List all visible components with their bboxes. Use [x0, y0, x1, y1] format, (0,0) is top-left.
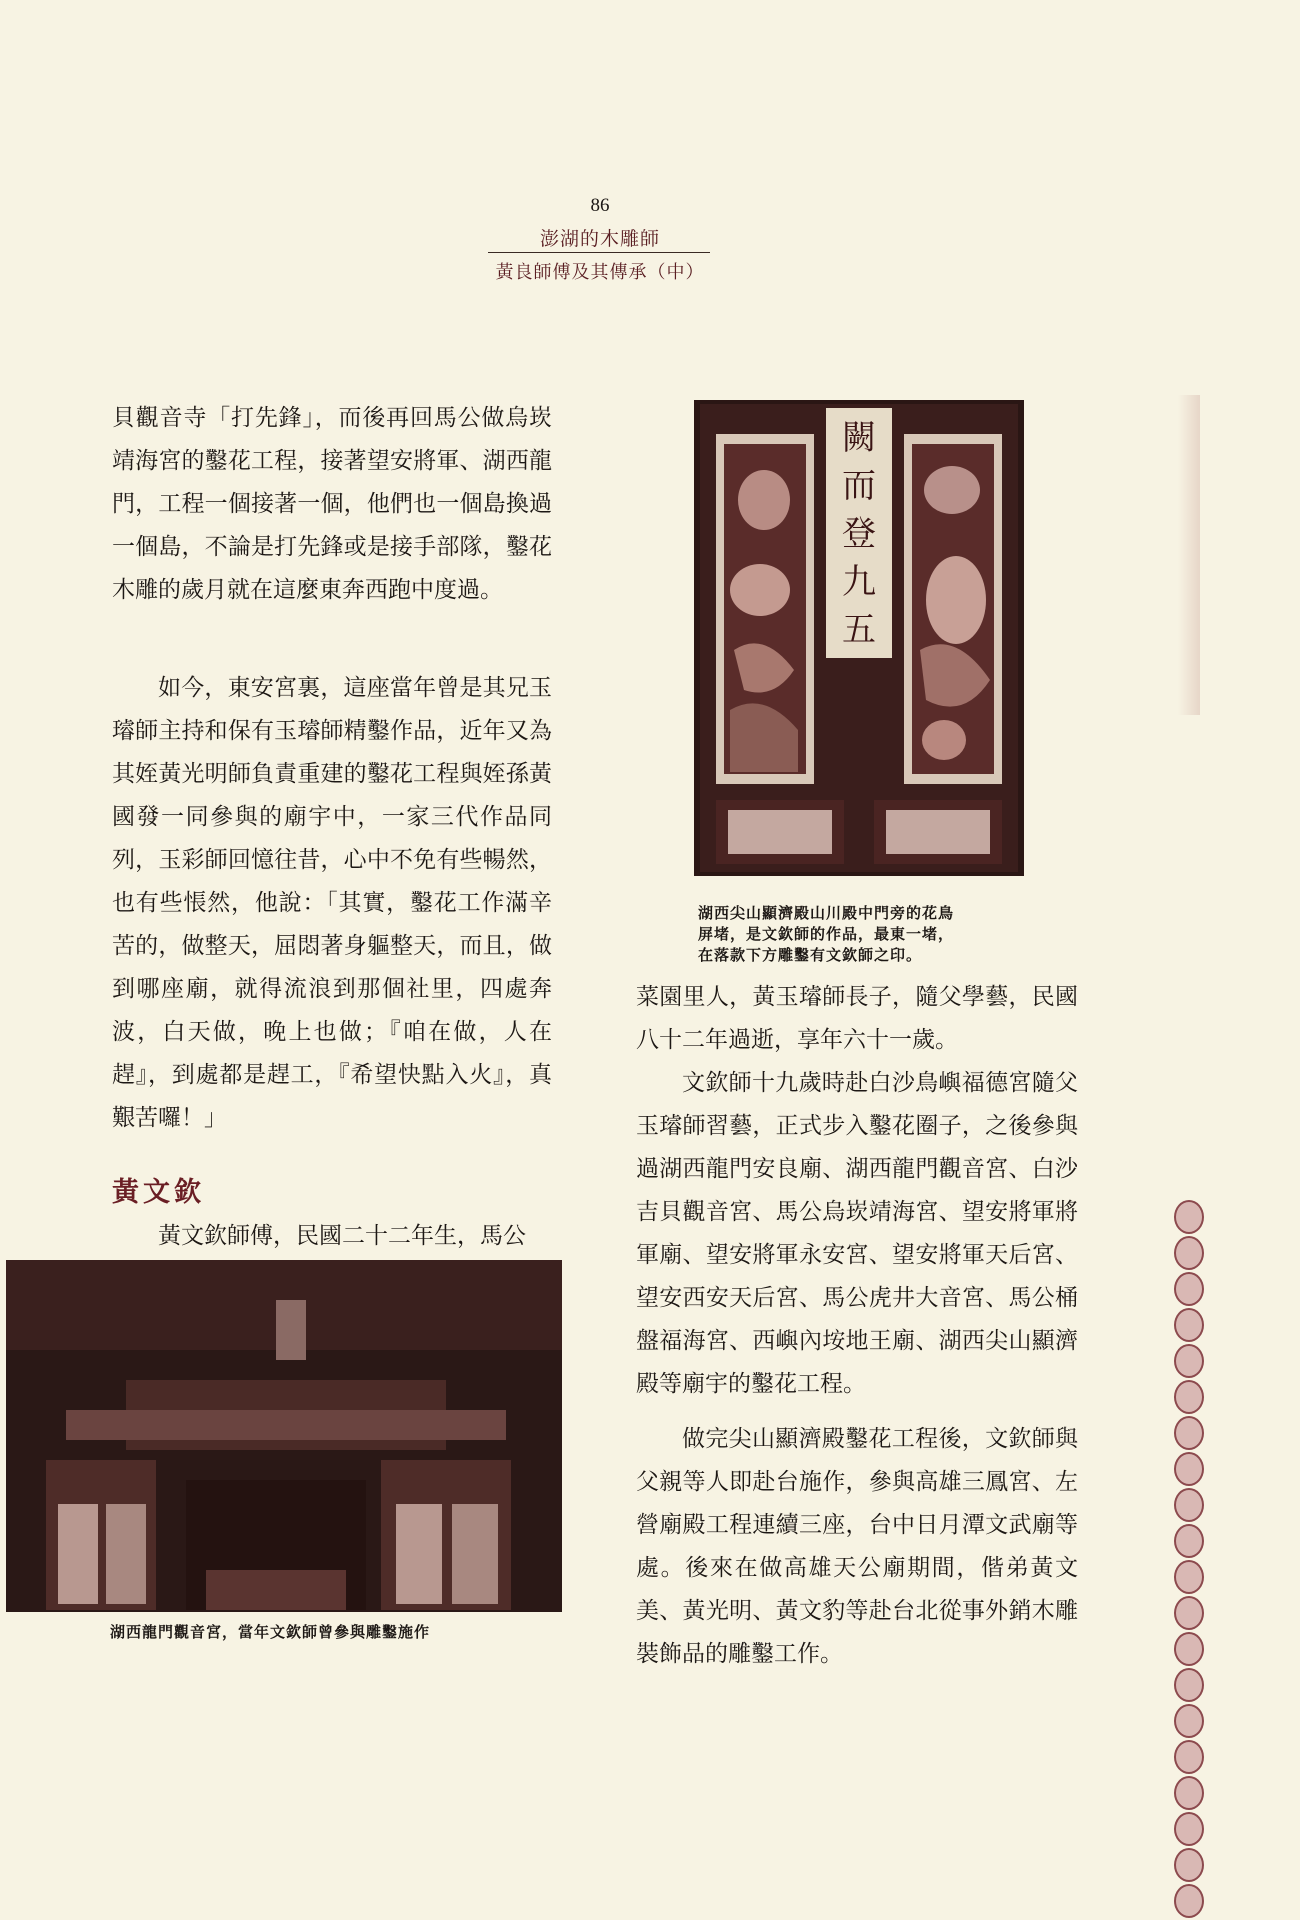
edge-medallion — [1174, 1704, 1204, 1738]
edge-medallion — [1174, 1776, 1204, 1810]
section-heading: 黃文欽 — [112, 1177, 205, 1208]
right-paragraph-3: 做完尖山顯濟殿鑿花工程後，文欽師與父親等人即赴台施作，參與高雄三鳳宮、左營廟殿工程連續三座，台中日月潭文武廟等處。後來在做高雄天公廟期間，偕弟黃文美、黃光明、黃文豹等赴台北從事外銷木雕裝飾品的雕鑿工作。 — [636, 1426, 1078, 1667]
chapter-title: 黃良師傅及其傳承（中） — [495, 262, 705, 283]
door-photo-caption — [698, 903, 1028, 966]
edge-medallion — [1174, 1236, 1204, 1270]
edge-medallion — [1174, 1560, 1204, 1594]
right-paragraph-2: 文欽師十九歲時赴白沙鳥嶼福德宮隨父玉璿師習藝，正式步入鑿花圈子，之後參與過湖西龍門安良廟、湖西龍門觀音宮、白沙吉貝觀音宮、馬公烏崁靖海宮、望安將軍將軍廟、望安將軍永安宮、望安將軍天后宮、望安西安天后宮、馬公虎井大音宮、馬公桶盤福海宮、西嶼內垵地王廟、湖西尖山顯濟殿等廟宇的鑿花工程。 — [636, 1070, 1078, 1397]
door-panel-photo — [694, 400, 1024, 876]
edge-medallion — [1174, 1380, 1204, 1414]
door-caption-line-3: 在落款下方雕鑿有文欽師之印。 — [698, 946, 923, 964]
edge-medallion — [1174, 1596, 1204, 1630]
edge-medallion — [1174, 1344, 1204, 1378]
door-plaque-text: 闕而登九五 — [842, 418, 876, 650]
header-rule — [488, 252, 710, 253]
edge-medallion — [1174, 1452, 1204, 1486]
edge-medallion — [1174, 1668, 1204, 1702]
page-edge-shadow — [1178, 395, 1200, 715]
edge-medallion — [1174, 1200, 1204, 1234]
edge-medallion — [1174, 1848, 1204, 1882]
left-paragraph-3: 黃文欽師傅，民國二十二年生，馬公 — [158, 1223, 526, 1249]
edge-medallion — [1174, 1308, 1204, 1342]
temple-facade-image — [6, 1260, 562, 1612]
edge-medallion — [1174, 1812, 1204, 1846]
temple-photo-caption: 湖西龍門觀音宮，當年文欽師曾參與雕鑿施作 — [110, 1623, 431, 1641]
door-caption-line-2: 屏堵，是文欽師的作品，最東一堵， — [698, 925, 955, 943]
edge-medallion — [1174, 1272, 1204, 1306]
edge-medallion — [1174, 1740, 1204, 1774]
edge-medallion — [1174, 1632, 1204, 1666]
left-paragraph-2: 如今，東安宮裏，這座當年曾是其兄玉璿師主持和保有玉璿師精鑿作品，近年又為其姪黃光明師負責重建的鑿花工程與姪孫黃國發一同參與的廟宇中，一家三代作品同列，玉彩師回憶往昔，心中不免有些暢然，也有些悵然，他說：「其實，鑿花工作滿辛苦的，做整天，屈悶著身軀整天，而且，做到哪座廟，就得流浪到那個社里，四處奔波，白天做，晚上也做；『咱在做，人在趕』，到處都是趕工，『希望快點入火』，真艱苦囉！」 — [112, 675, 552, 1131]
edge-medallion — [1174, 1416, 1204, 1450]
right-paragraph-1: 菜園里人，黃玉璿師長子，隨父學藝，民國八十二年過逝，享年六十一歲。 — [636, 984, 1078, 1053]
series-title: 澎湖的木雕師 — [539, 228, 660, 250]
page-number: 86 — [590, 195, 610, 216]
edge-medallion — [1174, 1524, 1204, 1558]
edge-medallion-strip — [1174, 1200, 1206, 1920]
door-caption-line-1: 湖西尖山顯濟殿山川殿中門旁的花鳥 — [698, 904, 955, 922]
edge-medallion — [1174, 1488, 1204, 1522]
left-paragraph-1: 貝觀音寺「打先鋒」，而後再回馬公做烏崁靖海宮的鑿花工程，接著望安將軍、湖西龍門，工程一個接著一個，他們也一個島換過一個島，不論是打先鋒或是接手部隊，鑿花木雕的歲月就在這麼東奔西跑中度過。 — [112, 405, 552, 603]
temple-facade-photo — [6, 1260, 562, 1612]
edge-medallion — [1174, 1884, 1204, 1918]
